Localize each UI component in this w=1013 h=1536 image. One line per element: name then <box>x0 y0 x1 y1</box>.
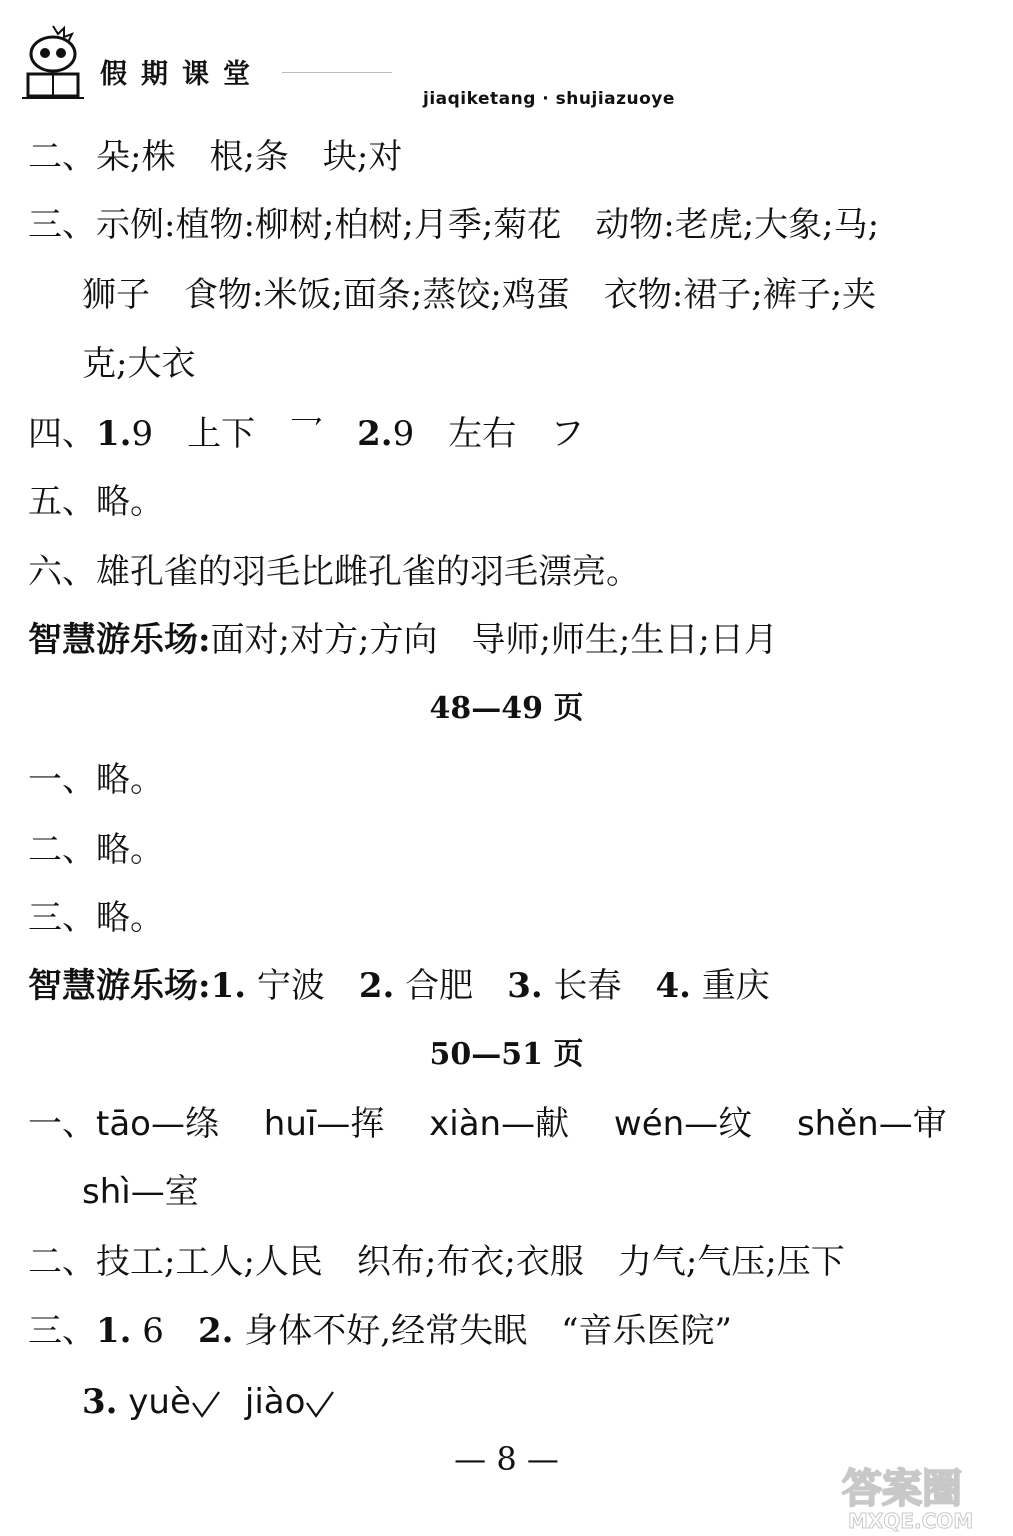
item-number: 1. <box>210 966 247 1006</box>
answer-50-3-item3 <box>82 1380 335 1424</box>
answer-text: 雄孔雀的羽毛比雌孔雀的羽毛漂亮。 <box>96 552 640 592</box>
answer-text: 长春 <box>542 966 656 1006</box>
answer-6 <box>28 550 640 594</box>
answer-50-3 <box>28 1309 732 1353</box>
answer-4 <box>28 412 584 456</box>
answer-text: 6 <box>131 1311 198 1351</box>
svg-text:MXQE.COM: MXQE.COM <box>848 1509 974 1533</box>
mascot-logo-icon <box>22 22 84 100</box>
brand-title: 假期课堂 <box>100 59 264 90</box>
answer-text: 略。 <box>96 482 164 522</box>
answer-text: 宁波 <box>246 966 359 1006</box>
answer-text: 朵;株 根;条 块;对 <box>96 137 403 177</box>
section-number: 五、 <box>28 482 96 522</box>
answer-text: tāo—绦 huī—挥 xiàn—献 wén—纹 shěn—审 <box>96 1104 947 1144</box>
section-number: 二、 <box>28 137 96 177</box>
wisdom-label: 智慧游乐场: <box>28 966 211 1006</box>
wisdom-label: 智慧游乐场: <box>28 620 211 660</box>
wisdom-playground-1 <box>28 618 778 662</box>
item-number: 3. <box>507 966 543 1006</box>
item-number: 1. <box>96 1311 132 1351</box>
answer-text: 身体不好,经常失眠 “音乐医院” <box>233 1311 732 1351</box>
answer-50-1-line2: shì—室 <box>82 1172 199 1212</box>
item-number: 2. <box>357 414 393 454</box>
section-number: 一、 <box>28 1104 96 1144</box>
item-number: 3. <box>82 1382 118 1422</box>
checkmark-icon <box>191 1389 221 1419</box>
answer-text: 略。 <box>96 760 164 800</box>
header-pinyin: jiaqiketang · shujiazuoye <box>423 89 675 109</box>
item-number: 1. <box>96 414 132 454</box>
section-number: 六、 <box>28 552 96 592</box>
wisdom-playground-2 <box>28 964 770 1008</box>
section-number: 四、 <box>28 414 96 454</box>
answer-50-2 <box>28 1240 845 1284</box>
pinyin-yue: yuè <box>117 1382 191 1422</box>
item-number: 2. <box>358 966 395 1006</box>
answer-48-2 <box>28 828 164 872</box>
answer-50-1-line1 <box>28 1102 947 1146</box>
answer-text: 技工;工人;人民 织布;布衣;衣服 力气;气压;压下 <box>96 1242 845 1282</box>
section-number: 三、 <box>28 1311 96 1351</box>
answer-text: 面对;对方;方向 导师;师生;生日;日月 <box>210 620 778 660</box>
section-number: 三、 <box>28 898 96 938</box>
checkmark-icon <box>305 1389 335 1419</box>
answer-text: 合肥 <box>394 966 508 1006</box>
section-number: 一、 <box>28 760 96 800</box>
section-number: 二、 <box>28 1242 96 1282</box>
svg-text:答案圈: 答案圈 <box>842 1466 962 1512</box>
item-number: 4. <box>655 966 691 1006</box>
answer-48-3 <box>28 896 164 940</box>
pinyin-jiao: jiào <box>244 1382 306 1422</box>
page-number: — 8 — <box>454 1440 559 1478</box>
section-number: 三、 <box>28 205 96 245</box>
page-range-title-50: 50—51 页 <box>429 1037 584 1072</box>
page-range-title-48: 48—49 页 <box>429 691 584 726</box>
watermark-logo <box>820 1462 1010 1534</box>
answer-text: 略。 <box>96 898 164 938</box>
header-rule <box>282 72 392 73</box>
answer-5 <box>28 480 164 524</box>
item-number: 2. <box>197 1311 234 1351</box>
answer-text: 9 上下 乛 <box>131 414 358 454</box>
page-header <box>0 0 1013 110</box>
section-number: 二、 <box>28 830 96 870</box>
answer-text: 略。 <box>96 830 164 870</box>
answer-text: 重庆 <box>691 966 770 1006</box>
answer-3-line1 <box>28 203 879 247</box>
answer-2 <box>28 135 402 179</box>
answer-text: 示例:植物:柳树;柏树;月季;菊花 动物:老虎;大象;马; <box>96 205 880 245</box>
answer-3-line2: 狮子 食物:米饭;面条;蒸饺;鸡蛋 衣物:裙子;裤子;夹 <box>82 275 877 315</box>
answer-text: 9 左右 フ <box>392 414 585 454</box>
answer-3-line3: 克;大衣 <box>82 344 196 384</box>
answer-48-1 <box>28 758 164 802</box>
